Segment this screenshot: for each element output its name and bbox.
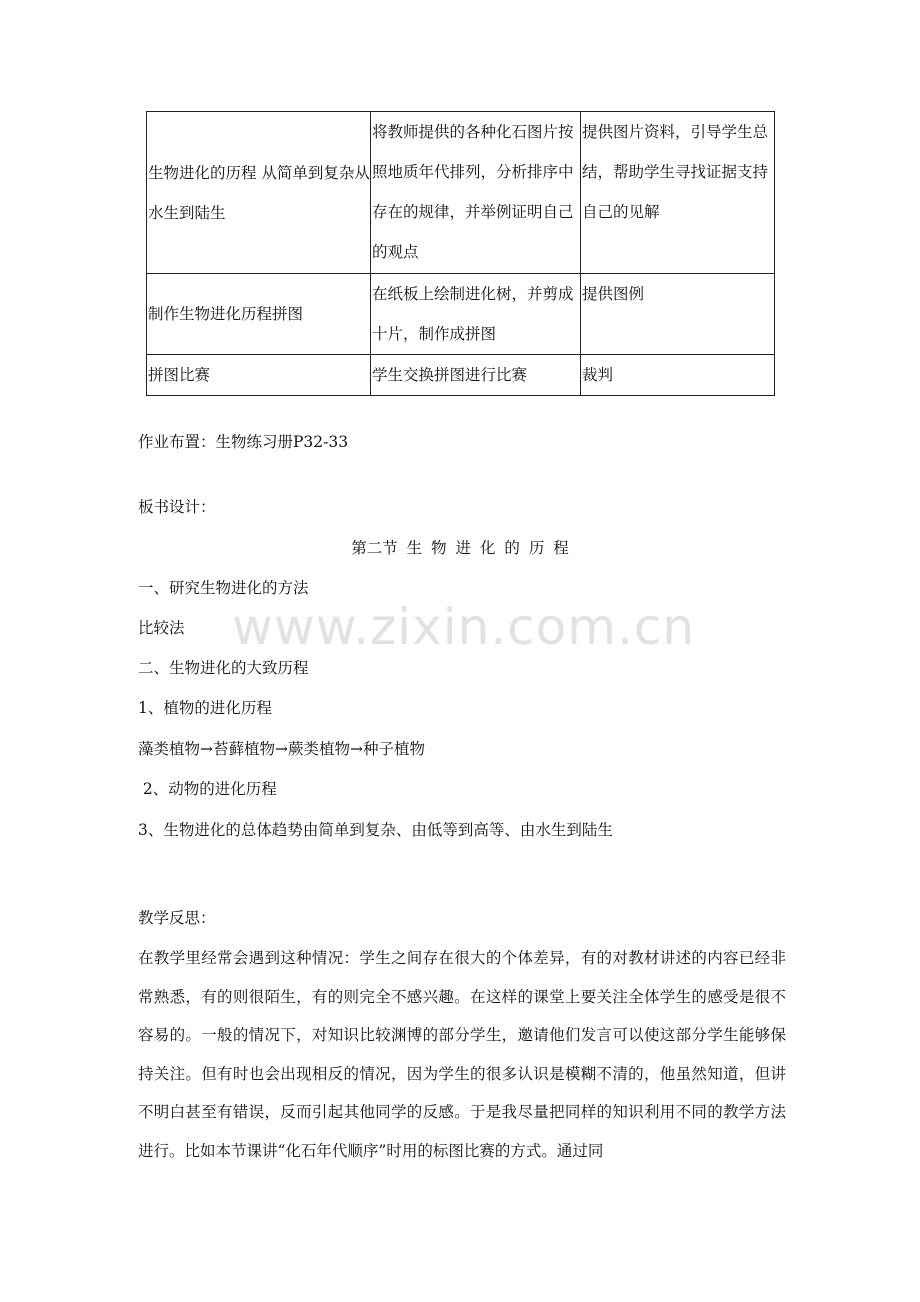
- table-cell: 生物进化的历程 从简单到复杂从水生到陆生: [147, 112, 371, 274]
- table-cell: 裁判: [581, 355, 775, 396]
- table-row: [147, 355, 775, 396]
- reflection-paragraph: 在教学里经常会遇到这种情况：学生之间存在很大的个体差异，有的对教材讲述的内容已经非常熟悉，有的则很陌生，有的则完全不感兴趣。在这样的课堂上要关注全体学生的感受是很不容易的。一般的情况下，对知识比较渊博的部分学生，邀请他们发言可以使这部分学生能够保持关注。但有时也会出现相反的情况，因为学生的很多认识是模糊不清的，他虽然知道，但讲不明白甚至有错误，反而引起其他同学的反感。于是我尽量把同样的知识利用不同的教学方法进行。比如本节课讲“化石年代顺序”时用的标图比赛的方式。通过同: [138, 949, 786, 1160]
- reflection-heading: 教学反思：: [138, 909, 216, 927]
- board-item: 二、生物进化的大致历程: [138, 659, 309, 677]
- board-item: 一、研究生物进化的方法: [138, 579, 309, 597]
- table-row: [147, 274, 775, 355]
- watermark: www.zixin.com.cn: [232, 598, 696, 656]
- homework-line: 作业布置：生物练习册P32-33: [138, 433, 349, 451]
- lesson-activity-table: [146, 111, 775, 396]
- board-item: 3、生物进化的总体趋势由简单到复杂、由低等到高等、由水生到陆生: [138, 821, 613, 839]
- table-cell: 提供图例: [581, 274, 775, 355]
- table-cell: 制作生物进化历程拼图: [147, 274, 371, 355]
- table-cell: 拼图比赛: [147, 355, 371, 396]
- table-row: [147, 112, 775, 274]
- table-cell: 学生交换拼图进行比赛: [371, 355, 581, 396]
- table-cell: 将教师提供的各种化石图片按照地质年代排列，分析排序中存在的规律，并举例证明自己的观点: [371, 112, 581, 274]
- table-cell: 提供图片资料，引导学生总结，帮助学生寻找证据支持自己的见解: [581, 112, 775, 274]
- board-item: 比较法: [138, 619, 185, 637]
- board-title: 第二节 生 物 进 化 的 历 程: [351, 539, 569, 557]
- board-design-heading: 板书设计：: [138, 498, 216, 516]
- table-cell: 在纸板上绘制进化树，并剪成十片，制作成拼图: [371, 274, 581, 355]
- board-item: 1、植物的进化历程: [138, 699, 272, 717]
- board-item: 藻类植物→苔藓植物→蕨类植物→种子植物: [138, 740, 425, 758]
- board-item: 2、动物的进化历程: [138, 780, 277, 798]
